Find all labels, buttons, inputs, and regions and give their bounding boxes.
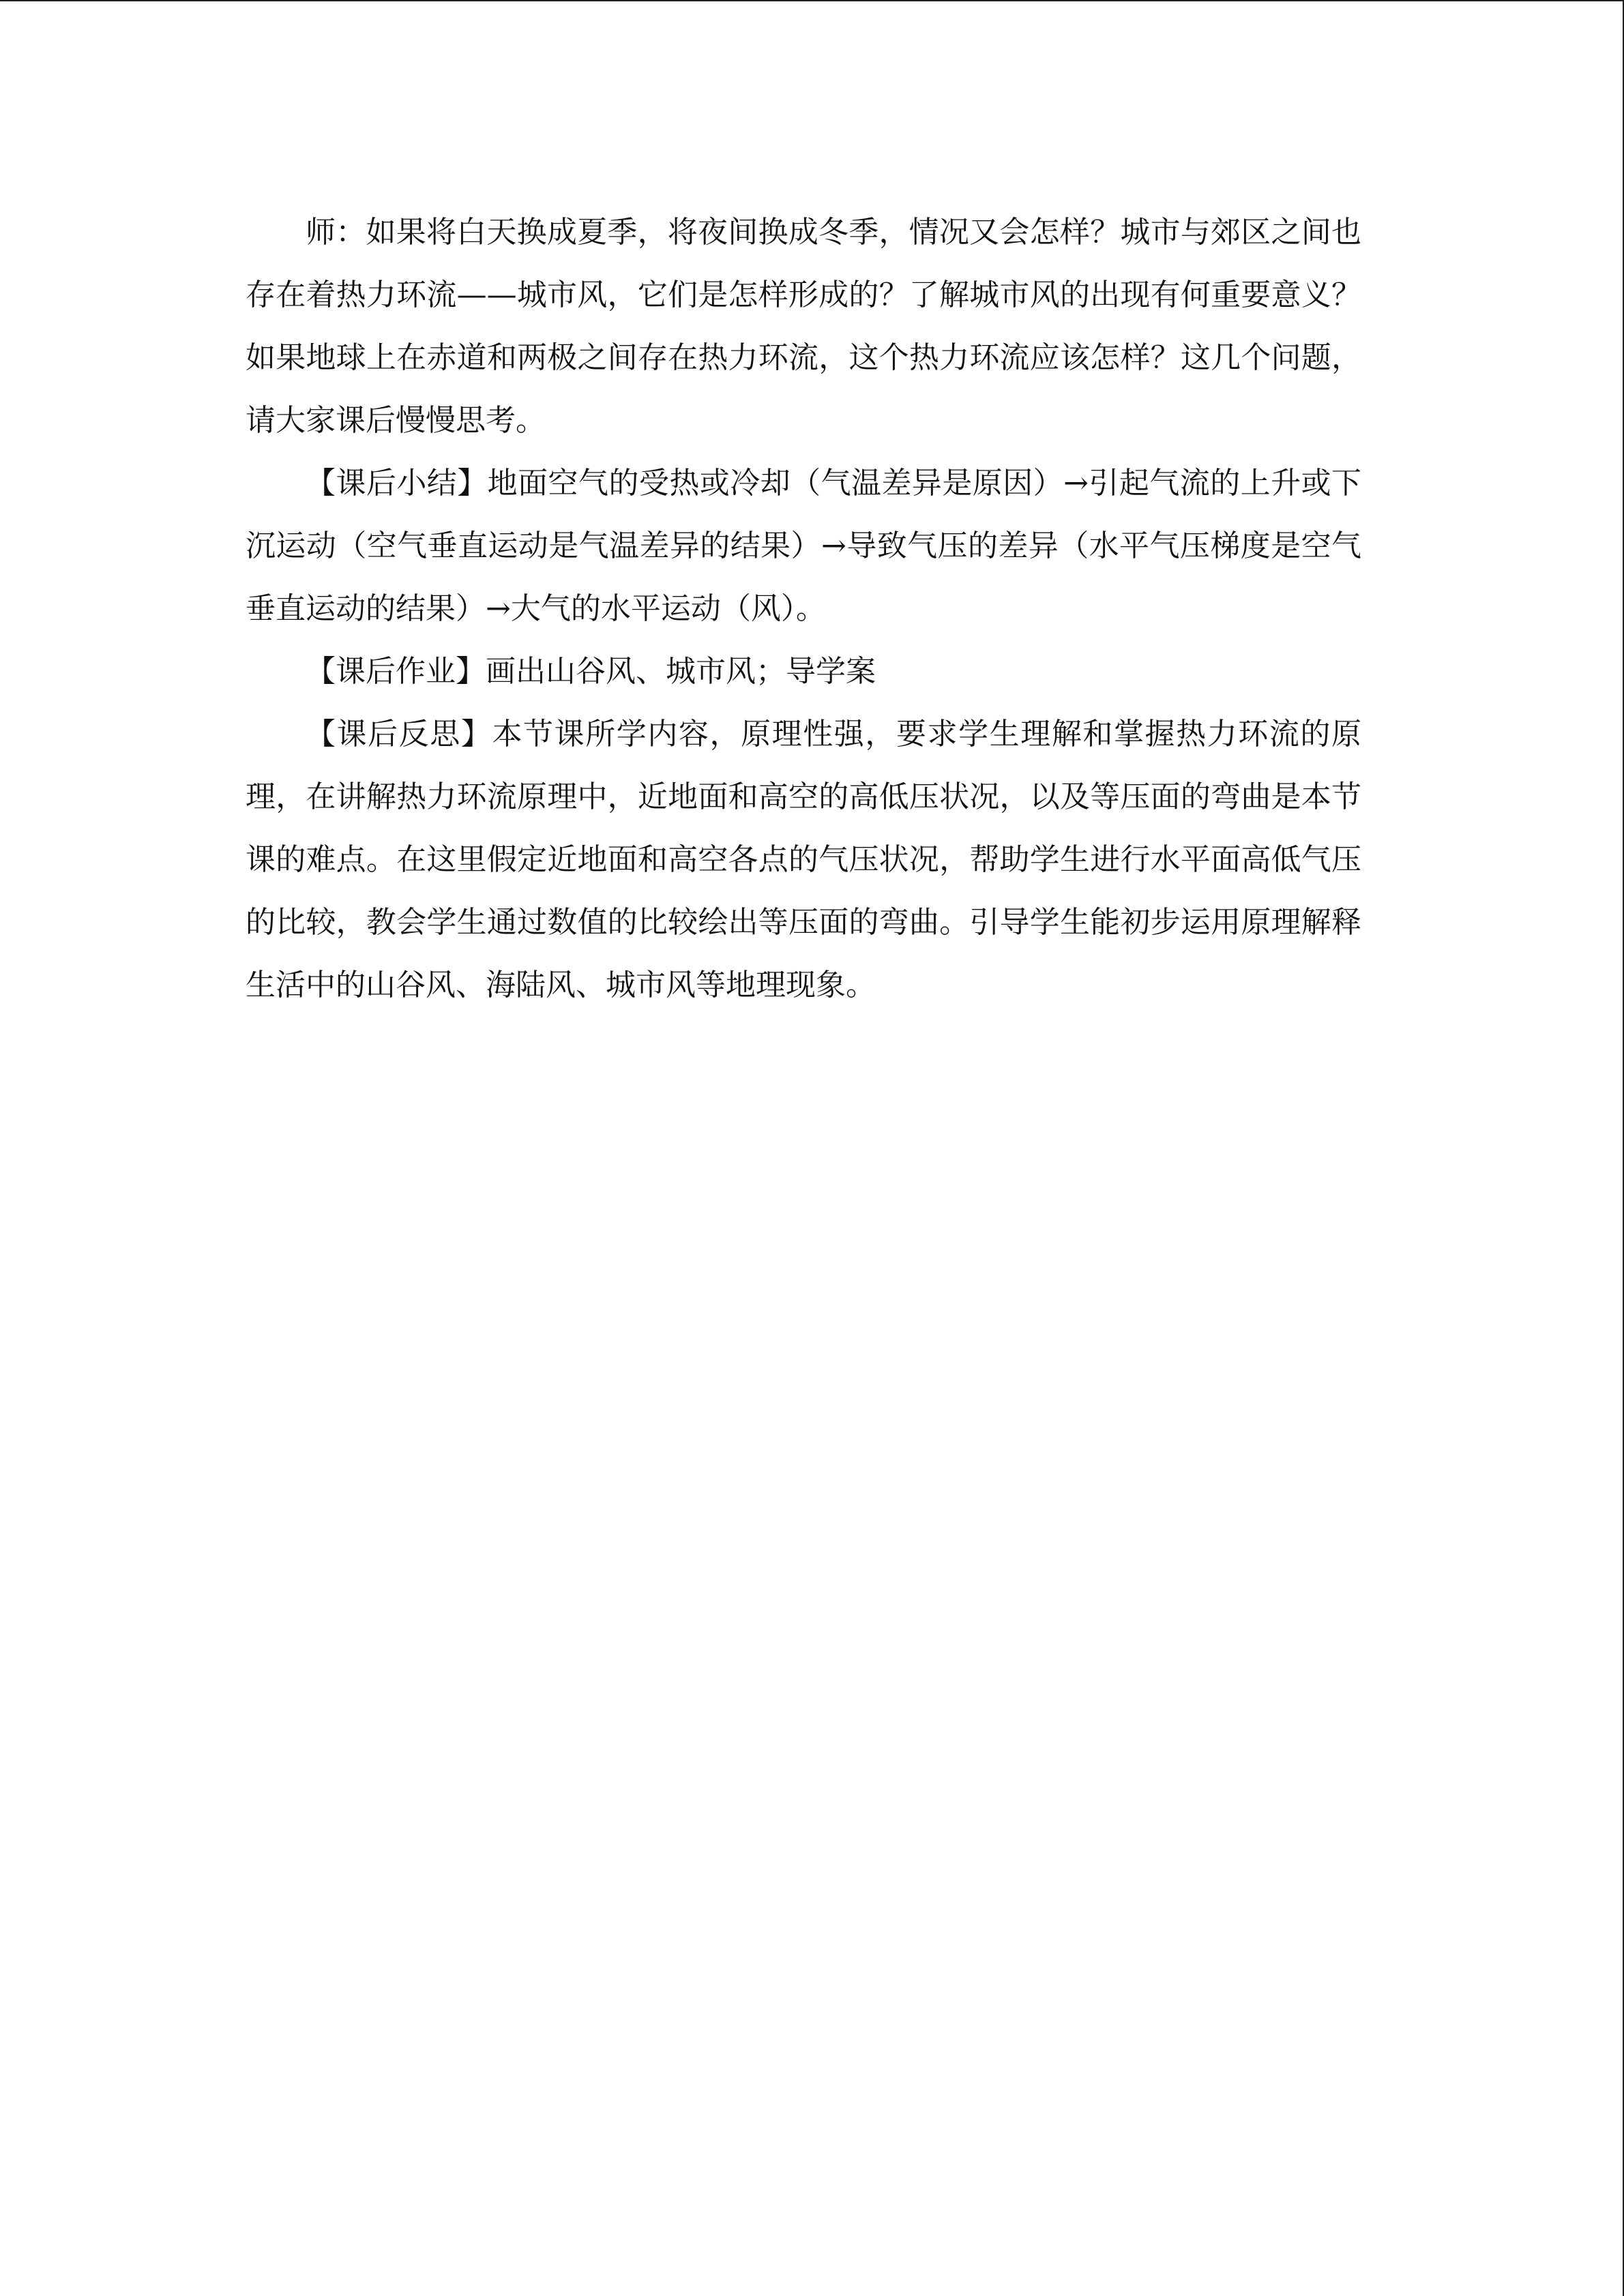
paragraph-teacher-question xyxy=(246,201,1361,452)
reflection-heading: 【课后反思】 xyxy=(306,717,492,751)
summary-text: 地面空气的受热或冷却（气温差异是原因）→引起气流的上升或下沉运动（空气垂直运动是气温差异的结果）→导致气压的差异（水平气压梯度是空气垂直运动的结果）→大气的水平运动（风）。 xyxy=(246,466,1361,626)
summary-heading: 【课后小结】 xyxy=(306,466,488,501)
paragraph-homework xyxy=(246,640,1361,703)
document-body xyxy=(246,201,1361,1017)
paragraph-text: 师：如果将白天换成夏季，将夜间换成冬季，情况又会怎样？城市与郊区之间也存在着热力环流——城市风，它们是怎样形成的？了解城市风的出现有何重要意义？如果地球上在赤道和两极之间存在热力环流，这个热力环流应该怎样？这几个问题，请大家课后慢慢思考。 xyxy=(246,215,1361,438)
paragraph-summary xyxy=(246,452,1361,640)
paragraph-reflection xyxy=(246,703,1361,1017)
homework-text: 画出山谷风、城市风；导学案 xyxy=(486,654,876,689)
reflection-text: 本节课所学内容，原理性强，要求学生理解和掌握热力环流的原理，在讲解热力环流原理中，近地面和高空的高低压状况，以及等压面的弯曲是本节课的难点。在这里假定近地面和高空各点的气压状况，帮助学生进行水平面高低气压的比较，教会学生通过数值的比较绘出等压面的弯曲。引导学生能初步运用原理解释生活中的山谷风、海陆风、城市风等地理现象。 xyxy=(246,717,1362,1002)
homework-heading: 【课后作业】 xyxy=(306,654,486,689)
